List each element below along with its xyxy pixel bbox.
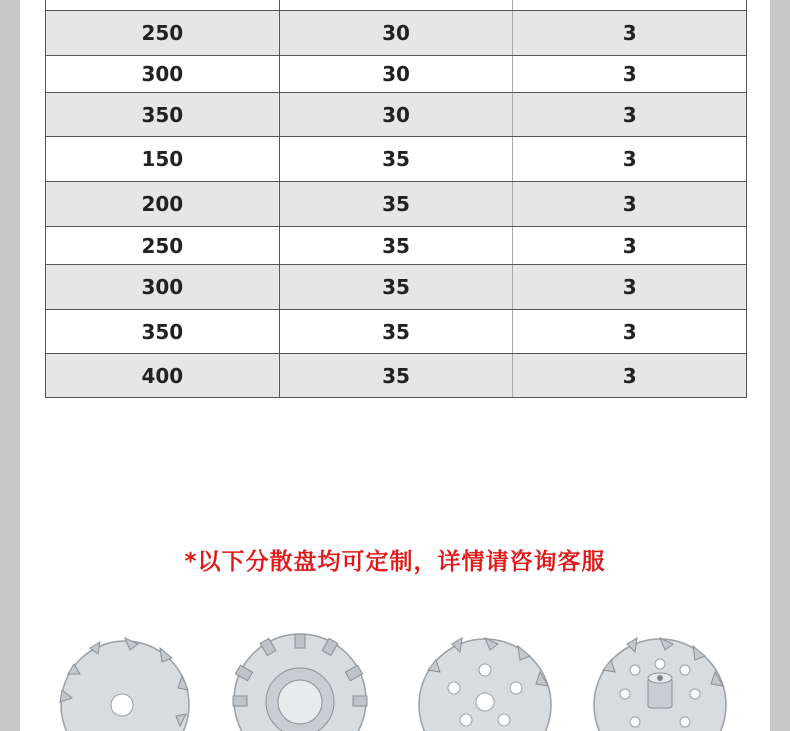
table-row	[46, 92, 746, 136]
table-cell: 300	[141, 62, 184, 86]
table-cell: 3	[512, 354, 746, 397]
saw-blade-disperser-icon	[50, 630, 200, 731]
table-cell: 35	[279, 137, 513, 181]
table-cell: 350	[141, 102, 184, 127]
table-cell: 400	[141, 363, 184, 388]
table-row	[46, 264, 746, 309]
hub-disperser-icon	[585, 630, 735, 731]
table-row	[46, 55, 746, 92]
table-cell	[279, 0, 513, 10]
table-cell: 250	[141, 233, 184, 258]
table-cell: 250	[141, 21, 184, 45]
table-cell: 200	[141, 192, 184, 216]
table-row	[46, 309, 746, 353]
perforated-disperser-icon	[410, 630, 560, 731]
table-cell: 300	[141, 275, 184, 299]
product-detail-page	[20, 0, 770, 731]
table-cell: 35	[279, 227, 513, 264]
table-cell	[512, 0, 746, 10]
table-cell: 35	[279, 354, 513, 397]
table-row	[46, 181, 746, 226]
table-row	[46, 0, 746, 10]
table-cell: 3	[512, 310, 746, 353]
table-cell: 35	[279, 265, 513, 309]
table-cell: 3	[512, 182, 746, 226]
product-image-strip	[20, 630, 770, 731]
table-cell: 150	[141, 147, 184, 171]
table-cell: 350	[141, 319, 184, 344]
table-cell: 3	[512, 137, 746, 181]
table-cell: 30	[279, 56, 513, 92]
table-cell: 3	[512, 56, 746, 92]
table-row	[46, 353, 746, 397]
table-cell: 3	[512, 11, 746, 55]
table-cell: 35	[279, 310, 513, 353]
table-cell: 3	[512, 93, 746, 136]
table-cell	[46, 0, 279, 10]
table-cell: 30	[279, 11, 513, 55]
table-row	[46, 10, 746, 55]
customization-notice: *以下分散盘均可定制，详情请咨询客服	[184, 549, 606, 575]
table-row	[46, 136, 746, 181]
table-cell: 3	[512, 227, 746, 264]
serrated-ring-disperser-icon	[225, 630, 375, 731]
table-cell: 35	[279, 182, 513, 226]
table-cell: 3	[512, 265, 746, 309]
spec-table	[45, 0, 747, 398]
table-row	[46, 226, 746, 264]
table-cell: 30	[279, 93, 513, 136]
